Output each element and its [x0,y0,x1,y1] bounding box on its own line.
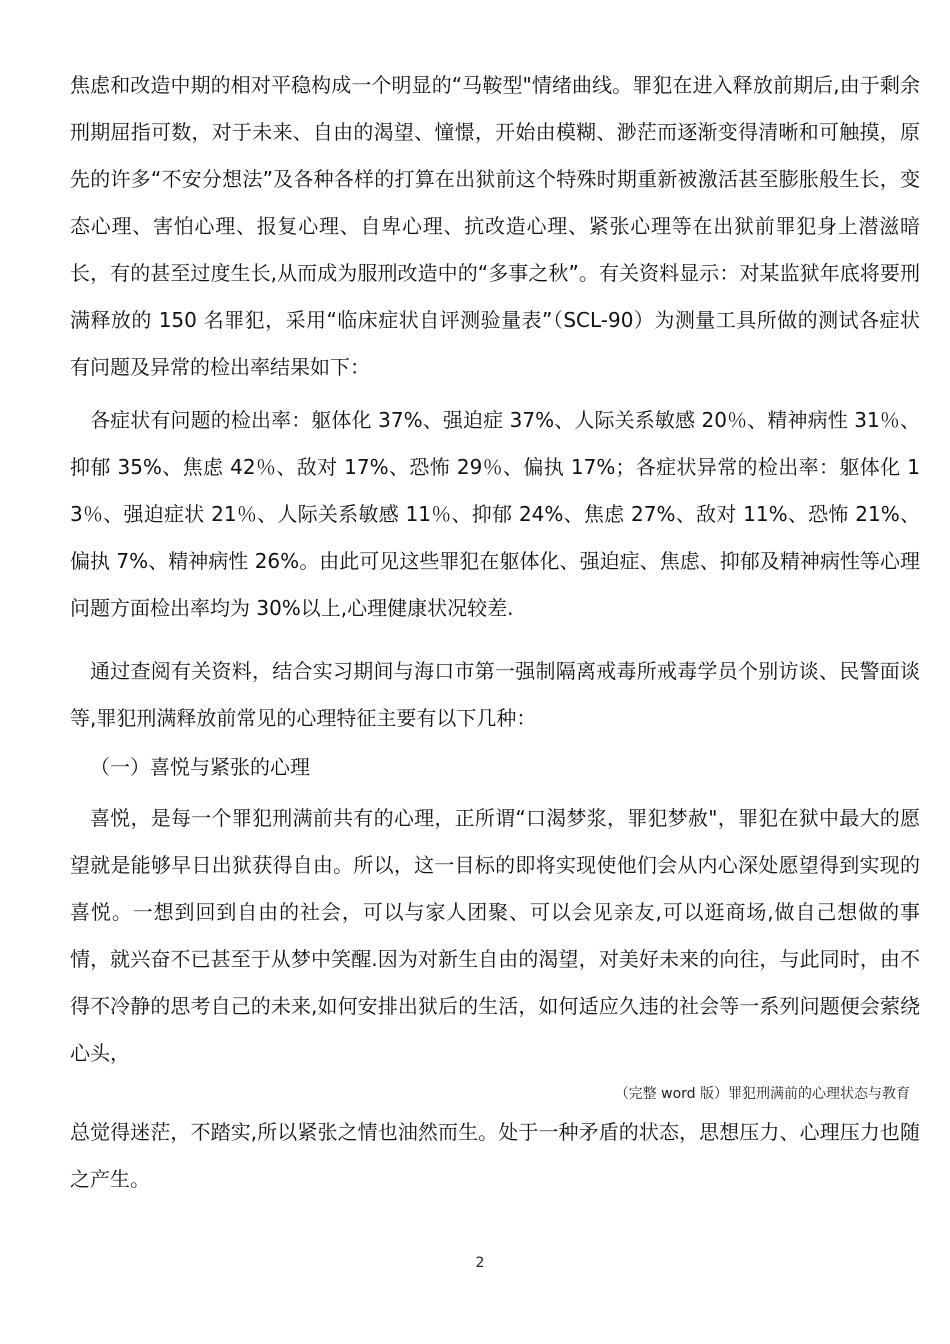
page-number: 2 [475,1255,485,1271]
running-header: （完整 word 版）罪犯刑满前的心理状态与教育 [614,1086,910,1102]
section-heading: （一）喜悦与紧张的心理 [90,755,310,779]
body-paragraph-continuation: 焦虑和改造中期的相对平稳构成一个明显的“马鞍型"情绪曲线。罪犯在进入释放前期后,由于剩余刑期屈指可数，对于未来、自由的渴望、憧憬，开始由模糊、渺茫而逐渐变得清晰和可触摸，原先的许多“不安分想法”及各种各样的打算在出狱前这个特殊时期重新被激活甚至膨胀般生长，变态心理、害怕心理、报复心理、自卑心理、抗改造心理、紧张心理等在出狱前罪犯身上潜滋暗长，有的甚至过度生长,从而成为服刑改造中的“多事之秋”。有关资料显示：对某监狱年底将要刑满释放的 150 名罪犯，采用“临床症状自评测验量表”（SCL-90）为测量工具所做的测试各症状有问题及异常的检出率结果如下： [70,73,920,379]
body-paragraph-detection-rates: 各症状有问题的检出率：躯体化 37%、强迫症 37%、人际关系敏感 20％、精神病性 31％、抑郁 35%、焦虑 42％、敌对 17%、恐怖 29％、偏执 17%；各症状异常的检出率：躯体化 13％、强迫症状 21％、人际关系敏感 11％、抑郁 24%、焦虑 27%、敌对 11%、恐怖 21%、偏执 7%、精神病性 26%。由此可见这些罪犯在躯体化、强迫症、焦虑、抑郁及精神病性等心理问题方面检出率均为 30%以上,心理健康状况较差. [70,408,920,620]
body-paragraph-method: 通过查阅有关资料，结合实习期间与海口市第一强制隔离戒毒所戒毒学员个别访谈、民警面谈等,罪犯刑满释放前常见的心理特征主要有以下几种： [70,659,920,730]
body-paragraph-joy: 喜悦，是每一个罪犯刑满前共有的心理，正所谓“口渴梦浆，罪犯梦赦"，罪犯在狱中最大的愿望就是能够早日出狱获得自由。所以，这一目标的即将实现使他们会从内心深处愿望得到实现的喜悦。一想到回到自由的社会，可以与家人团聚、可以会见亲友,可以逛商场,做自己想做的事情，就兴奋不已甚至于从梦中笑醒.因为对新生自由的渴望，对美好未来的向往，与此同时，由不得不冷静的思考自己的未来,如何安排出狱后的生活，如何适应久违的社会等一系列问题便会萦绕心头， [70,806,920,1065]
body-paragraph-tension: 总觉得迷茫，不踏实,所以紧张之情也油然而生。处于一种矛盾的状态，思想压力、心理压力也随之产生。 [70,1120,920,1191]
